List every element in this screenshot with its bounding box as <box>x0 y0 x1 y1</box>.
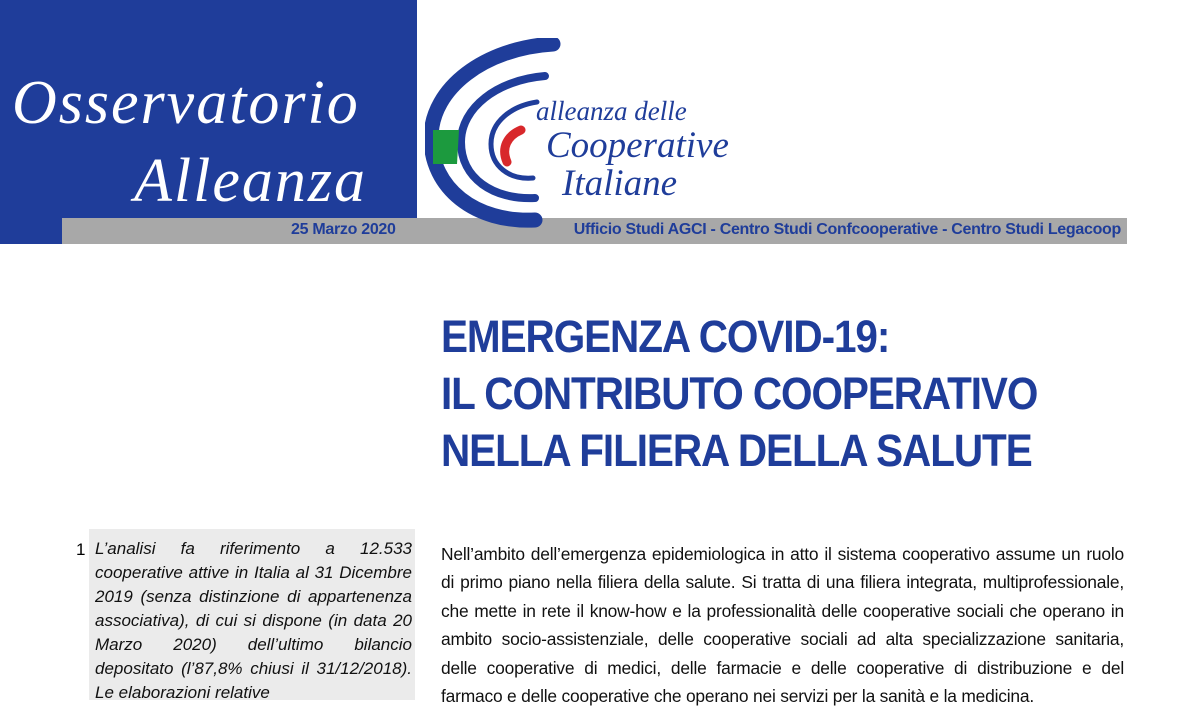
logo-text-line1: alleanza delle <box>536 96 687 126</box>
header-strip <box>62 218 1127 244</box>
logo-text-line3: Italiane <box>562 163 678 204</box>
logo-text-line2: Cooperative <box>546 125 729 166</box>
footnote-text: L’analisi fa riferimento a 12.533 cooperative attive in Italia al 31 Dicembre 2019 (senza distinzione di appartenenza associativa), di cui si dispone (in data 20 Marzo 2020) dell’ultimo bilancio depositato (l’87,8% chiusi il 31/12/2018). Le elaborazioni relative <box>95 539 412 702</box>
masthead-title-line1: Osservatorio <box>12 69 360 137</box>
footnote-number: 1 <box>76 540 86 559</box>
publication-date: 25 Marzo 2020 <box>291 221 396 238</box>
study-offices: Ufficio Studi AGCI - Centro Studi Confcooperative - Centro Studi Legacoop <box>573 221 1121 238</box>
masthead-title-line2: Alleanza <box>134 147 367 215</box>
title-line2: IL CONTRIBUTO COOPERATIVO <box>441 368 1038 419</box>
title-line1: EMERGENZA COVID-19: <box>441 311 890 362</box>
body-paragraph: Nell’ambito dell’emergenza epidemiologica in atto il sistema cooperativo assume un ruolo di primo piano nella filiera della salute. Si tratta di una filiera integrata, multiprofessionale, che mette in rete il know-how e la professionalità delle cooperative sociali che operano in ambito socio-assistenziale, delle cooperative sociali ad alta specializzazione sanitaria, delle cooperative di medici, delle farmacie e delle cooperative di distribuzione e del farmaco e delle cooperative che operano nei servizi per la sanità e la medicina. <box>441 544 1124 707</box>
alliance-logo <box>425 38 565 228</box>
document-title <box>441 308 1037 479</box>
title-line3: NELLA FILIERA DELLA SALUTE <box>441 425 1032 476</box>
